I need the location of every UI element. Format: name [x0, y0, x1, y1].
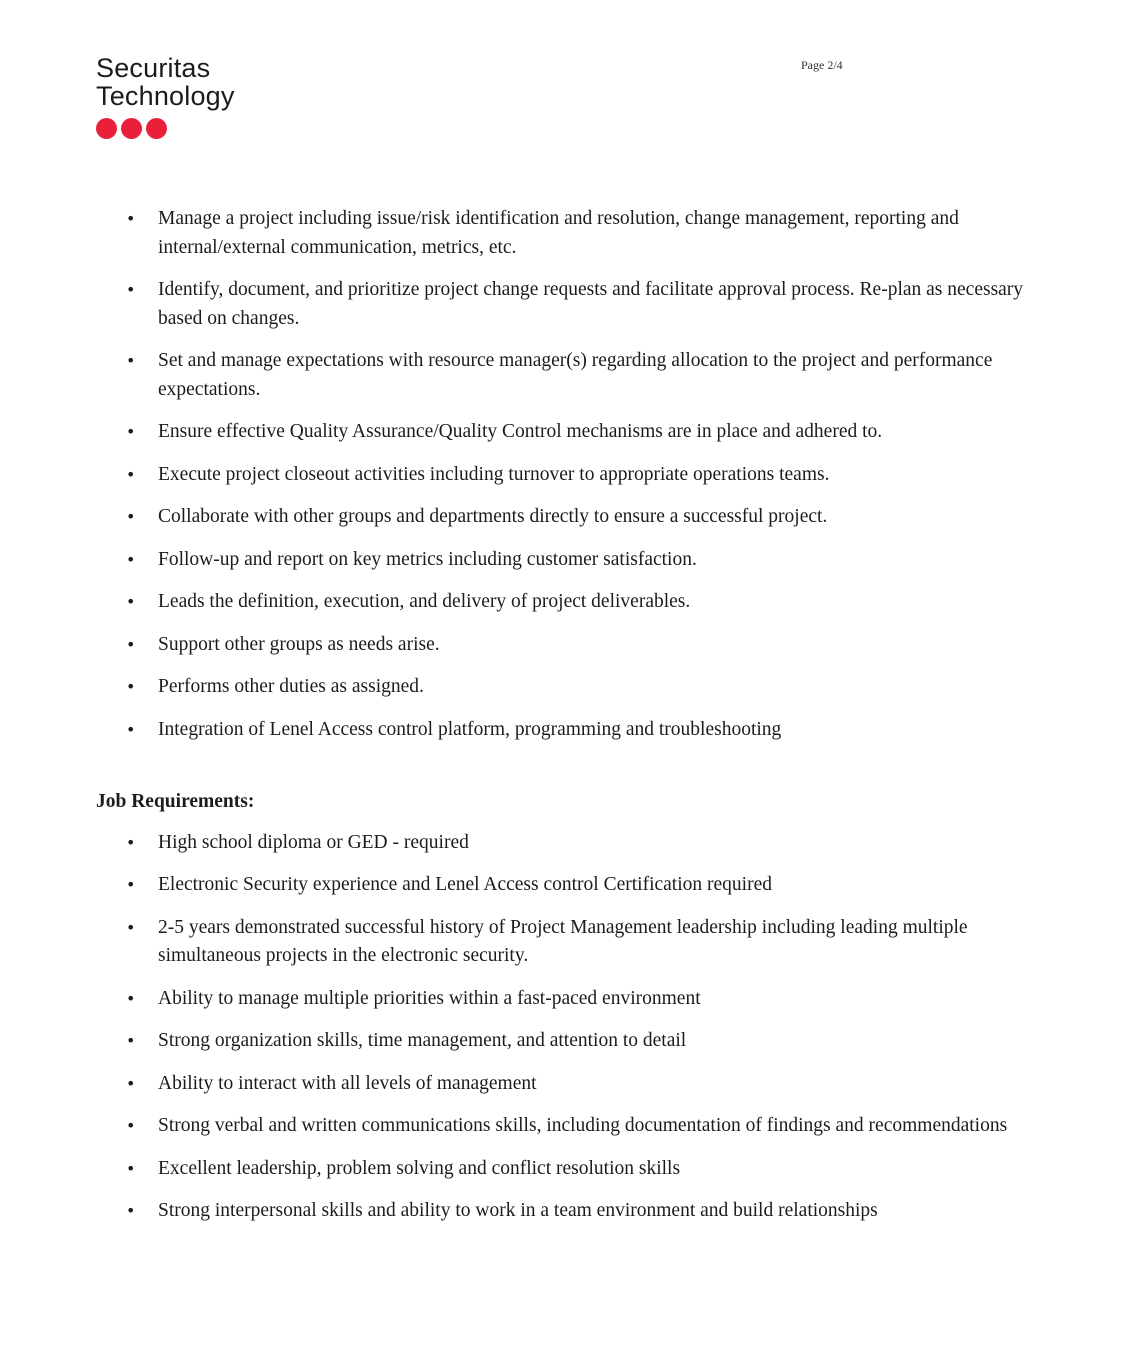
- list-item: • Ensure effective Quality Assurance/Quality Control mechanisms are in place and adhered to.: [96, 418, 1046, 447]
- list-item: • Set and manage expectations with resource manager(s) regarding allocation to the project and performance expectations.: [96, 347, 1046, 404]
- logo-dots: [96, 118, 235, 139]
- logo-dot-icon: [146, 118, 167, 139]
- list-item: • Integration of Lenel Access control platform, programming and troubleshooting: [96, 716, 1046, 745]
- list-item: • Electronic Security experience and Lenel Access control Certification required: [96, 871, 1046, 900]
- list-item: • Excellent leadership, problem solving and conflict resolution skills: [96, 1155, 1046, 1184]
- list-item: • Support other groups as needs arise.: [96, 631, 1046, 660]
- list-item: • Strong verbal and written communications skills, including documentation of findings and recommendations: [96, 1112, 1046, 1141]
- page-number: Page 2/4: [801, 58, 843, 72]
- list-item: • Follow-up and report on key metrics including customer satisfaction.: [96, 546, 1046, 575]
- responsibilities-list: [96, 205, 1046, 744]
- list-item: • Strong organization skills, time management, and attention to detail: [96, 1027, 1046, 1056]
- list-item: • Execute project closeout activities including turnover to appropriate operations teams.: [96, 461, 1046, 490]
- section-heading-job-requirements: Job Requirements:: [96, 791, 255, 812]
- document-body: [96, 205, 1046, 1240]
- logo-dot-icon: [96, 118, 117, 139]
- list-item: • Performs other duties as assigned.: [96, 673, 1046, 702]
- list-item: • Ability to interact with all levels of management: [96, 1070, 1046, 1099]
- company-logo: [96, 54, 235, 139]
- requirements-list: [96, 829, 1046, 1226]
- list-item: • High school diploma or GED - required: [96, 829, 1046, 858]
- list-item: • Identify, document, and prioritize project change requests and facilitate approval process. Re-plan as necessary based on changes.: [96, 276, 1046, 333]
- list-item: • Strong interpersonal skills and ability to work in a team environment and build relationships: [96, 1197, 1046, 1226]
- list-item: • Ability to manage multiple priorities within a fast-paced environment: [96, 985, 1046, 1014]
- list-item: • Manage a project including issue/risk identification and resolution, change management, reporting and internal/external communication, metrics, etc.: [96, 205, 1046, 262]
- list-item: • Leads the definition, execution, and delivery of project deliverables.: [96, 588, 1046, 617]
- list-item: • Collaborate with other groups and departments directly to ensure a successful project.: [96, 503, 1046, 532]
- logo-text-line1: Securitas: [96, 53, 211, 83]
- logo-text-line2: Technology: [96, 81, 235, 111]
- logo-dot-icon: [121, 118, 142, 139]
- list-item: • 2-5 years demonstrated successful history of Project Management leadership including leading multiple simultaneous projects in the electronic security.: [96, 914, 1046, 971]
